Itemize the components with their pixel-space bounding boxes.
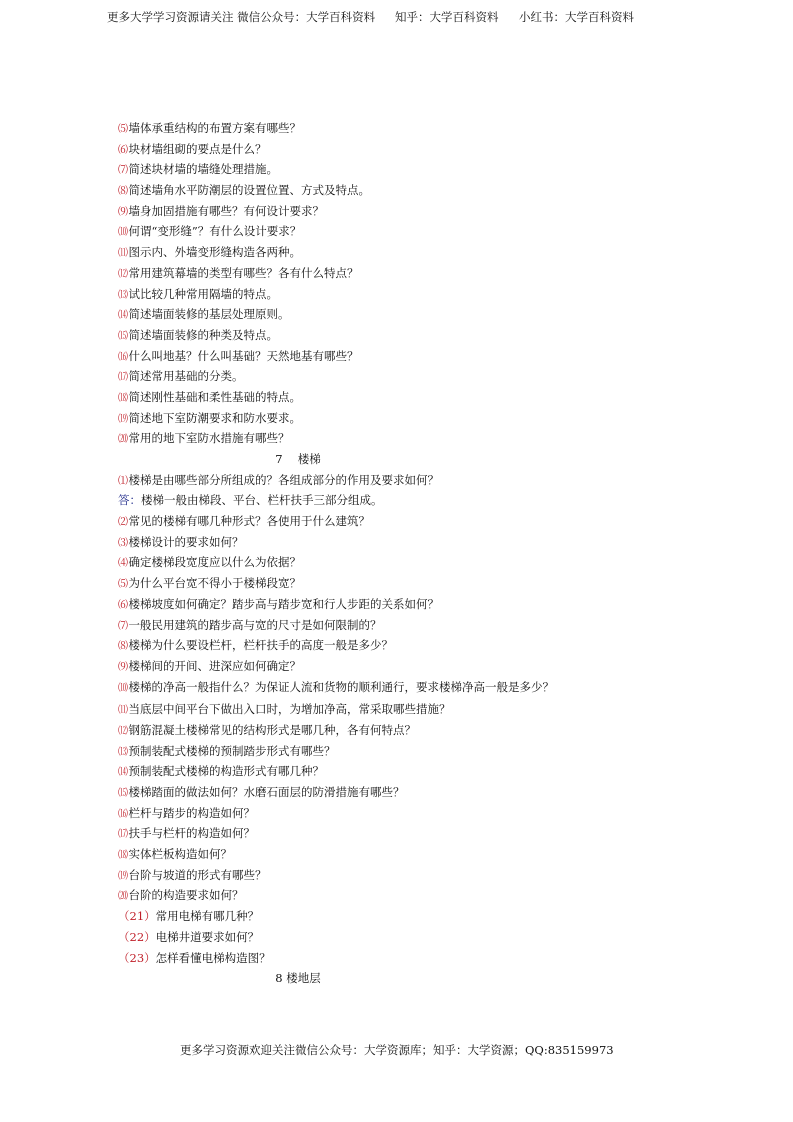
question-item <box>118 346 568 367</box>
question-item <box>118 656 568 677</box>
question-text: 预制装配式楼梯的构造形式有哪几种？ <box>128 764 324 779</box>
question-item <box>118 720 568 741</box>
question-number: ⑽ <box>118 227 128 239</box>
question-text: 常见的楼梯有哪几种形式？各使用于什么建筑？ <box>128 514 370 529</box>
question-item <box>118 180 568 201</box>
question-number: ⒀ <box>118 289 128 301</box>
question-number: （23） <box>118 950 156 965</box>
question-number: （21） <box>118 909 156 924</box>
question-text: 常用建筑幕墙的类型有哪些？各有什么特点？ <box>128 265 359 280</box>
question-item <box>118 387 568 408</box>
answer-text: 楼梯一般由梯段、平台、栏杆扶手三部分组成。 <box>141 493 383 508</box>
question-number: ⒂ <box>118 788 128 800</box>
question-text: 楼梯的净高一般指什么？为保证人流和货物的顺利通行，要求楼梯净高一般是多少？ <box>128 679 554 694</box>
question-item <box>118 677 558 700</box>
question-item <box>118 284 568 305</box>
question-item <box>118 594 568 615</box>
question-text: 预制装配式楼梯的预制踏步形式有哪些？ <box>128 743 336 758</box>
question-text: 楼梯为什么要设栏杆，栏杆扶手的高度一般是多少？ <box>128 638 393 653</box>
question-item <box>118 552 568 573</box>
question-item <box>118 803 568 824</box>
question-number: ⑶ <box>118 537 128 549</box>
header-xiaohongshu: 小红书：大学百科资料 <box>519 10 634 24</box>
question-text: 常用的地下室防水措施有哪些？ <box>128 431 290 446</box>
question-number: ⑸ <box>118 124 128 135</box>
question-number: ⑴ <box>118 475 128 487</box>
question-number: ⑿ <box>118 725 128 737</box>
page-footer: 更多学习资源欢迎关注微信公众号：大学资源库；知乎：大学资源；QQ:835159973 <box>180 1043 614 1057</box>
question-number: ⑾ <box>118 248 128 260</box>
question-item <box>118 741 568 762</box>
question-item <box>118 428 568 449</box>
question-text: 楼梯踏面的做法如何？水磨石面层的防滑措施有哪些？ <box>128 785 405 800</box>
header-wechat: 更多大学学习资源请关注 微信公众号：大学百科资料 <box>107 10 376 24</box>
question-number: ⒁ <box>118 310 128 322</box>
question-text: 钢筋混凝土楼梯常见的结构形式是哪几种，各有何特点？ <box>128 722 416 737</box>
question-text: 试比较几种常用隔墙的特点。 <box>128 286 278 301</box>
question-item <box>118 201 568 222</box>
question-item <box>118 242 568 263</box>
question-text: 扶手与栏杆的构造如何？ <box>128 826 255 841</box>
question-text: 楼梯是由哪些部分所组成的？各组成部分的作用及要求如何？ <box>128 472 439 487</box>
question-item <box>118 948 568 969</box>
question-item <box>118 139 568 160</box>
question-text: 楼梯间的开间、进深应如何确定？ <box>128 658 301 673</box>
question-number: ⑷ <box>118 558 128 570</box>
question-number: ⒃ <box>118 351 128 363</box>
question-number: ⑿ <box>118 268 128 280</box>
question-text: 台阶的构造要求如何？ <box>128 888 244 903</box>
question-text: 什么叫地基？什么叫基础？天然地基有哪些？ <box>128 348 359 363</box>
question-number: ⒅ <box>118 392 128 404</box>
question-item <box>118 844 568 865</box>
question-text: 台阶与坡道的形式有哪些？ <box>128 867 267 882</box>
question-text: 简述地下室防潮要求和防水要求。 <box>128 410 301 425</box>
question-item <box>118 221 568 242</box>
question-number: ⑼ <box>118 206 128 218</box>
question-text: 楼梯设计的要求如何？ <box>128 534 244 549</box>
header-zhihu: 知乎：大学百科资料 <box>395 10 499 24</box>
question-item <box>118 573 568 594</box>
question-number: ⒆ <box>118 870 128 882</box>
question-text: 电梯井道要求如何？ <box>155 929 260 944</box>
question-text: 块材墙组砌的要点是什么？ <box>128 141 267 156</box>
question-item <box>118 532 568 553</box>
question-item <box>118 635 568 656</box>
document-body <box>118 118 568 989</box>
question-number: ⑻ <box>118 641 128 653</box>
question-text: 简述墙面装修的基层处理原则。 <box>128 307 290 322</box>
question-item <box>118 325 568 346</box>
question-number: ⒀ <box>118 746 128 758</box>
question-item <box>118 782 568 803</box>
question-item <box>118 408 568 429</box>
question-number: ⒄ <box>118 372 128 384</box>
answer-line <box>118 490 568 511</box>
question-text: 简述块材墙的墙缝处理措施。 <box>128 162 278 177</box>
question-text: 墙身加固措施有哪些？有何设计要求？ <box>128 203 324 218</box>
question-number: ⑻ <box>118 186 128 198</box>
question-text: 常用电梯有哪几种？ <box>155 909 260 924</box>
question-number: ⒇ <box>118 434 128 446</box>
question-item <box>118 304 568 325</box>
question-number: ⑹ <box>118 599 128 611</box>
question-item <box>118 615 568 636</box>
question-text: 墙体承重结构的布置方案有哪些？ <box>128 121 301 135</box>
question-number: ⒂ <box>118 330 128 342</box>
question-item <box>118 906 568 927</box>
question-number: ⒇ <box>118 891 128 903</box>
question-item <box>118 511 568 532</box>
question-item <box>118 823 568 844</box>
question-item <box>118 159 568 180</box>
question-item <box>118 885 568 906</box>
question-text: 一般民用建筑的踏步高与宽的尺寸是如何限制的？ <box>128 617 382 632</box>
question-number: ⒅ <box>118 850 128 862</box>
question-text: 何谓“变形缝”？有什么设计要求？ <box>128 224 302 239</box>
question-text: 楼梯坡度如何确定？踏步高与踏步宽和行人步距的关系如何？ <box>128 596 439 611</box>
question-text: 为什么平台宽不得小于楼梯段宽？ <box>128 576 301 591</box>
question-text: 简述常用基础的分类。 <box>128 369 244 384</box>
question-item <box>118 263 568 284</box>
question-number: ⒄ <box>118 829 128 841</box>
question-number: ⑾ <box>118 705 128 717</box>
question-number: ⑺ <box>118 620 128 632</box>
question-text: 图示内、外墙变形缝构造各两种。 <box>128 245 301 260</box>
question-number: （22） <box>118 929 156 944</box>
question-list-wall <box>118 118 568 449</box>
question-text: 简述墙角水平防潮层的设置位置、方式及特点。 <box>128 183 370 198</box>
section-heading-stairs: 7 楼梯 <box>275 452 321 466</box>
question-item <box>118 470 568 491</box>
question-number: ⑽ <box>118 682 128 694</box>
question-list-stairs <box>118 470 568 969</box>
question-item <box>118 927 568 948</box>
question-item <box>118 761 568 782</box>
question-text: 怎样看懂电梯构造图？ <box>155 950 271 965</box>
question-item <box>118 865 568 886</box>
question-text: 栏杆与踏步的构造如何？ <box>128 805 255 820</box>
question-number: ⒆ <box>118 413 128 425</box>
question-number: ⑵ <box>118 517 128 529</box>
question-number: ⒁ <box>118 767 128 779</box>
section-heading-floors: 8 楼地层 <box>275 971 321 986</box>
question-number: ⑸ <box>118 579 128 591</box>
question-item <box>118 366 568 387</box>
question-item <box>118 118 568 139</box>
question-text: 确定楼梯段宽度应以什么为依据？ <box>128 555 301 570</box>
question-text: 实体栏板构造如何？ <box>128 847 232 862</box>
question-number: ⑼ <box>118 661 128 673</box>
question-item <box>118 699 568 720</box>
question-text: 当底层中间平台下做出入口时，为增加净高，常采取哪些措施？ <box>128 702 451 717</box>
question-text: 简述墙面装修的种类及特点。 <box>128 327 278 342</box>
question-number: ⒃ <box>118 808 128 820</box>
question-number: ⑺ <box>118 165 128 177</box>
question-text: 简述刚性基础和柔性基础的特点。 <box>128 389 301 404</box>
question-number: ⑹ <box>118 144 128 156</box>
answer-label: 答： <box>118 493 141 508</box>
